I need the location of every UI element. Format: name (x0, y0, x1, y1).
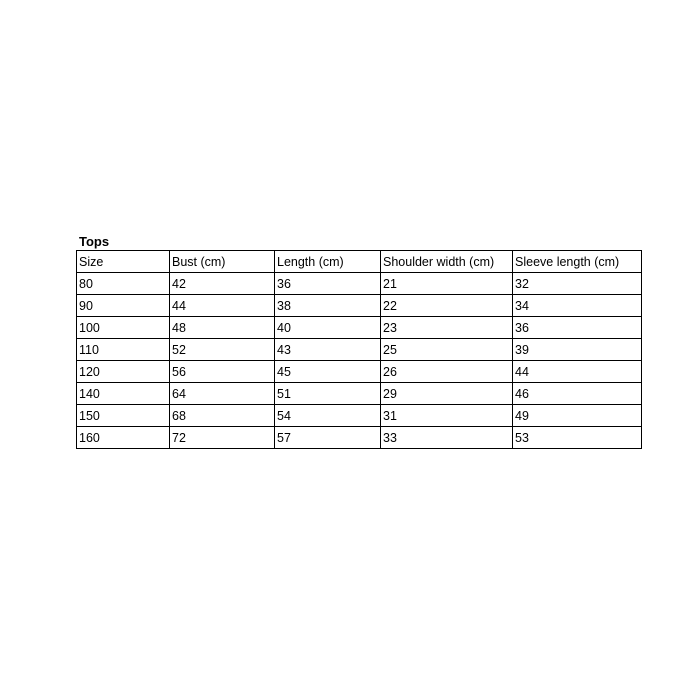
header-row (77, 251, 642, 273)
cell-bust: 56 (170, 361, 275, 383)
table-row (77, 383, 642, 405)
cell-length: 45 (275, 361, 381, 383)
cell-length: 54 (275, 405, 381, 427)
cell-length: 43 (275, 339, 381, 361)
cell-shoulder-width: 25 (381, 339, 513, 361)
cell-bust: 44 (170, 295, 275, 317)
table-row (77, 273, 642, 295)
table-row (77, 317, 642, 339)
cell-shoulder-width: 33 (381, 427, 513, 449)
cell-shoulder-width: 21 (381, 273, 513, 295)
cell-sleeve-length: 46 (513, 383, 642, 405)
cell-length: 36 (275, 273, 381, 295)
table-row (77, 427, 642, 449)
cell-size: 160 (77, 427, 170, 449)
cell-size: 80 (77, 273, 170, 295)
cell-size: 90 (77, 295, 170, 317)
cell-size: 150 (77, 405, 170, 427)
cell-shoulder-width: 23 (381, 317, 513, 339)
cell-length: 40 (275, 317, 381, 339)
cell-bust: 48 (170, 317, 275, 339)
header-cell-length: Length (cm) (275, 251, 381, 273)
cell-shoulder-width: 29 (381, 383, 513, 405)
table-row (77, 405, 642, 427)
header-cell-size: Size (77, 251, 170, 273)
cell-size: 110 (77, 339, 170, 361)
cell-bust: 72 (170, 427, 275, 449)
chart-title: Tops (79, 234, 110, 249)
cell-bust: 52 (170, 339, 275, 361)
cell-length: 57 (275, 427, 381, 449)
table-row (77, 295, 642, 317)
cell-bust: 42 (170, 273, 275, 295)
cell-sleeve-length: 53 (513, 427, 642, 449)
cell-size: 120 (77, 361, 170, 383)
cell-size: 100 (77, 317, 170, 339)
cell-length: 38 (275, 295, 381, 317)
cell-shoulder-width: 26 (381, 361, 513, 383)
cell-sleeve-length: 32 (513, 273, 642, 295)
cell-shoulder-width: 31 (381, 405, 513, 427)
cell-sleeve-length: 49 (513, 405, 642, 427)
cell-sleeve-length: 34 (513, 295, 642, 317)
cell-bust: 68 (170, 405, 275, 427)
header-cell-shoulder-width: Shoulder width (cm) (381, 251, 513, 273)
cell-sleeve-length: 39 (513, 339, 642, 361)
table-row (77, 361, 642, 383)
cell-size: 140 (77, 383, 170, 405)
cell-bust: 64 (170, 383, 275, 405)
header-cell-bust: Bust (cm) (170, 251, 275, 273)
table-row (77, 339, 642, 361)
size-chart (76, 234, 641, 449)
cell-sleeve-length: 36 (513, 317, 642, 339)
cell-shoulder-width: 22 (381, 295, 513, 317)
header-cell-sleeve-length: Sleeve length (cm) (513, 251, 642, 273)
cell-sleeve-length: 44 (513, 361, 642, 383)
cell-length: 51 (275, 383, 381, 405)
size-table (76, 250, 642, 449)
